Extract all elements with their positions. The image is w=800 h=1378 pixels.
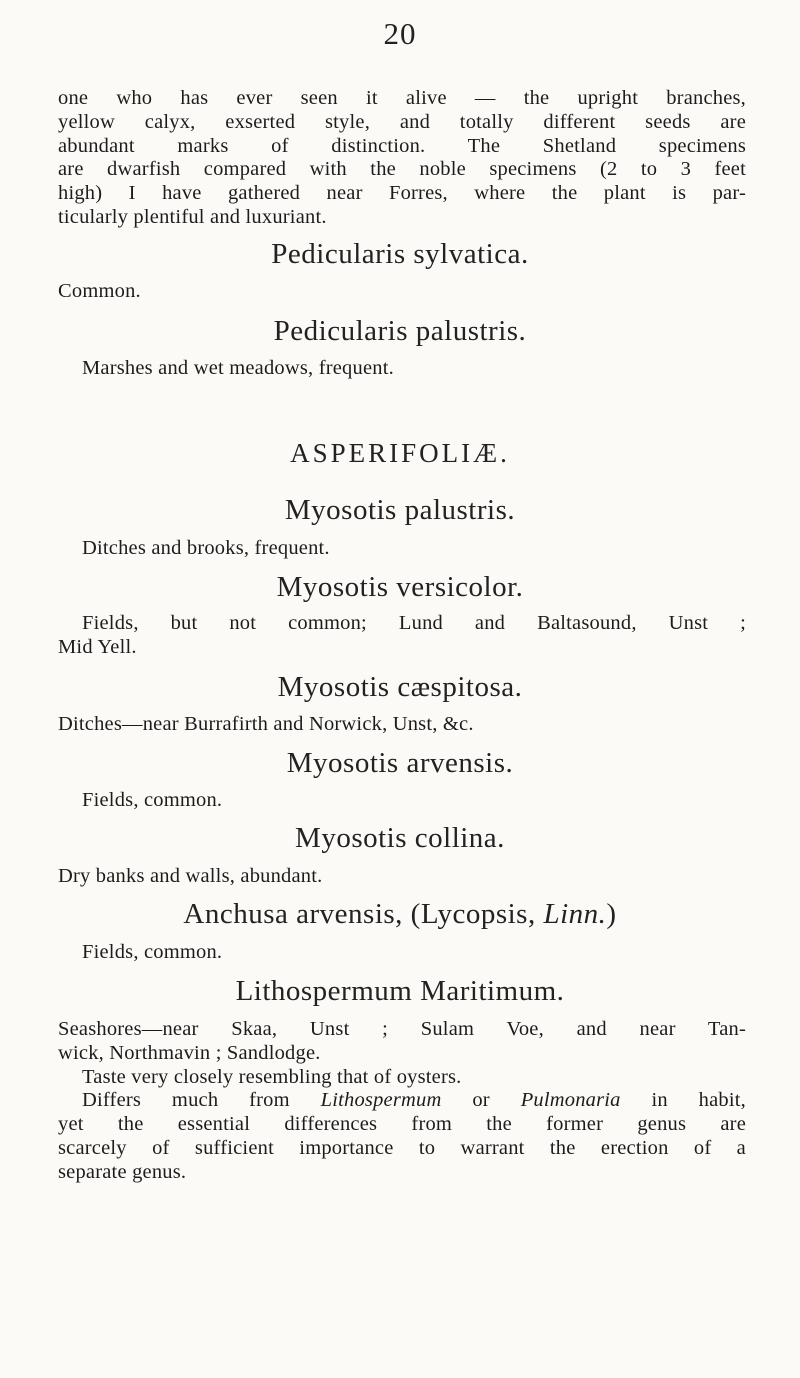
differs-text: or <box>441 1089 521 1112</box>
description-line: Mid Yell. <box>58 635 137 658</box>
species-name: Anchusa arvensis, (Lycopsis, <box>183 898 544 930</box>
species-heading: Myosotis arvensis. <box>286 747 514 779</box>
intro-line: yellow calyx, exserted style, and totally different seeds are <box>58 110 746 133</box>
differs-text: in habit, <box>620 1089 747 1112</box>
species-description: Fields, common. <box>82 941 223 963</box>
differs-line: scarcely of sufficient importance to warrant the erection of a <box>58 1136 746 1159</box>
intro-line: ticularly plentiful and luxuriant. <box>58 205 327 228</box>
species-heading: Lithospermum Maritimum. <box>235 975 565 1007</box>
closing-paren: ) <box>606 898 617 930</box>
description-line: wick, Northmavin ; Sandlodge. <box>58 1041 321 1064</box>
section-title: ASPERIFOLIÆ. <box>290 438 510 468</box>
species-heading: Myosotis palustris. <box>284 494 516 526</box>
species-description: Common. <box>58 280 141 302</box>
intro-line: high) I have gathered near Forres, where the plant is par- <box>58 182 746 205</box>
intro-line: abundant marks of distinction. The Shetland specimens <box>58 134 746 157</box>
note-line: Taste very closely resembling that of oysters. <box>82 1065 462 1088</box>
differs-text: Differs much from <box>82 1089 321 1112</box>
species-heading: Pedicularis palustris. <box>273 315 527 347</box>
species-description <box>58 1018 746 1185</box>
differs-line: yet the essential differences from the former genus are <box>58 1113 746 1136</box>
species-heading <box>0 898 800 931</box>
intro-line: are dwarfish compared with the noble specimens (2 to 3 feet <box>58 158 746 181</box>
description-line: Fields, but not common; Lund and Baltasound, Unst ; <box>82 612 746 634</box>
intro-line: one who has ever seen it alive — the upright branches, <box>58 87 746 109</box>
differs-line <box>58 1089 746 1113</box>
species-heading: Myosotis collina. <box>295 822 505 854</box>
page-number: 20 <box>383 16 417 51</box>
species-description: Dry banks and walls, abundant. <box>58 865 323 887</box>
genus-pulmonaria: Pulmonaria <box>520 1089 621 1112</box>
description-line: Seashores—near Skaa, Unst ; Sulam Voe, and near Tan- <box>58 1018 746 1040</box>
species-description: Ditches and brooks, frequent. <box>82 537 330 559</box>
differs-line: separate genus. <box>58 1160 187 1183</box>
intro-paragraph <box>58 87 746 230</box>
species-heading: Pedicularis sylvatica. <box>271 238 529 270</box>
species-description: Marshes and wet meadows, frequent. <box>82 357 394 379</box>
authority-abbrev: Linn. <box>543 898 607 930</box>
species-description: Fields, common. <box>82 789 223 811</box>
species-description: Ditches—near Burrafirth and Norwick, Unst, &c. <box>58 713 474 735</box>
species-heading: Myosotis versicolor. <box>276 571 524 603</box>
species-heading: Myosotis cæspitosa. <box>277 671 523 703</box>
species-description <box>58 612 746 660</box>
genus-lithospermum: Lithospermum <box>320 1089 442 1112</box>
